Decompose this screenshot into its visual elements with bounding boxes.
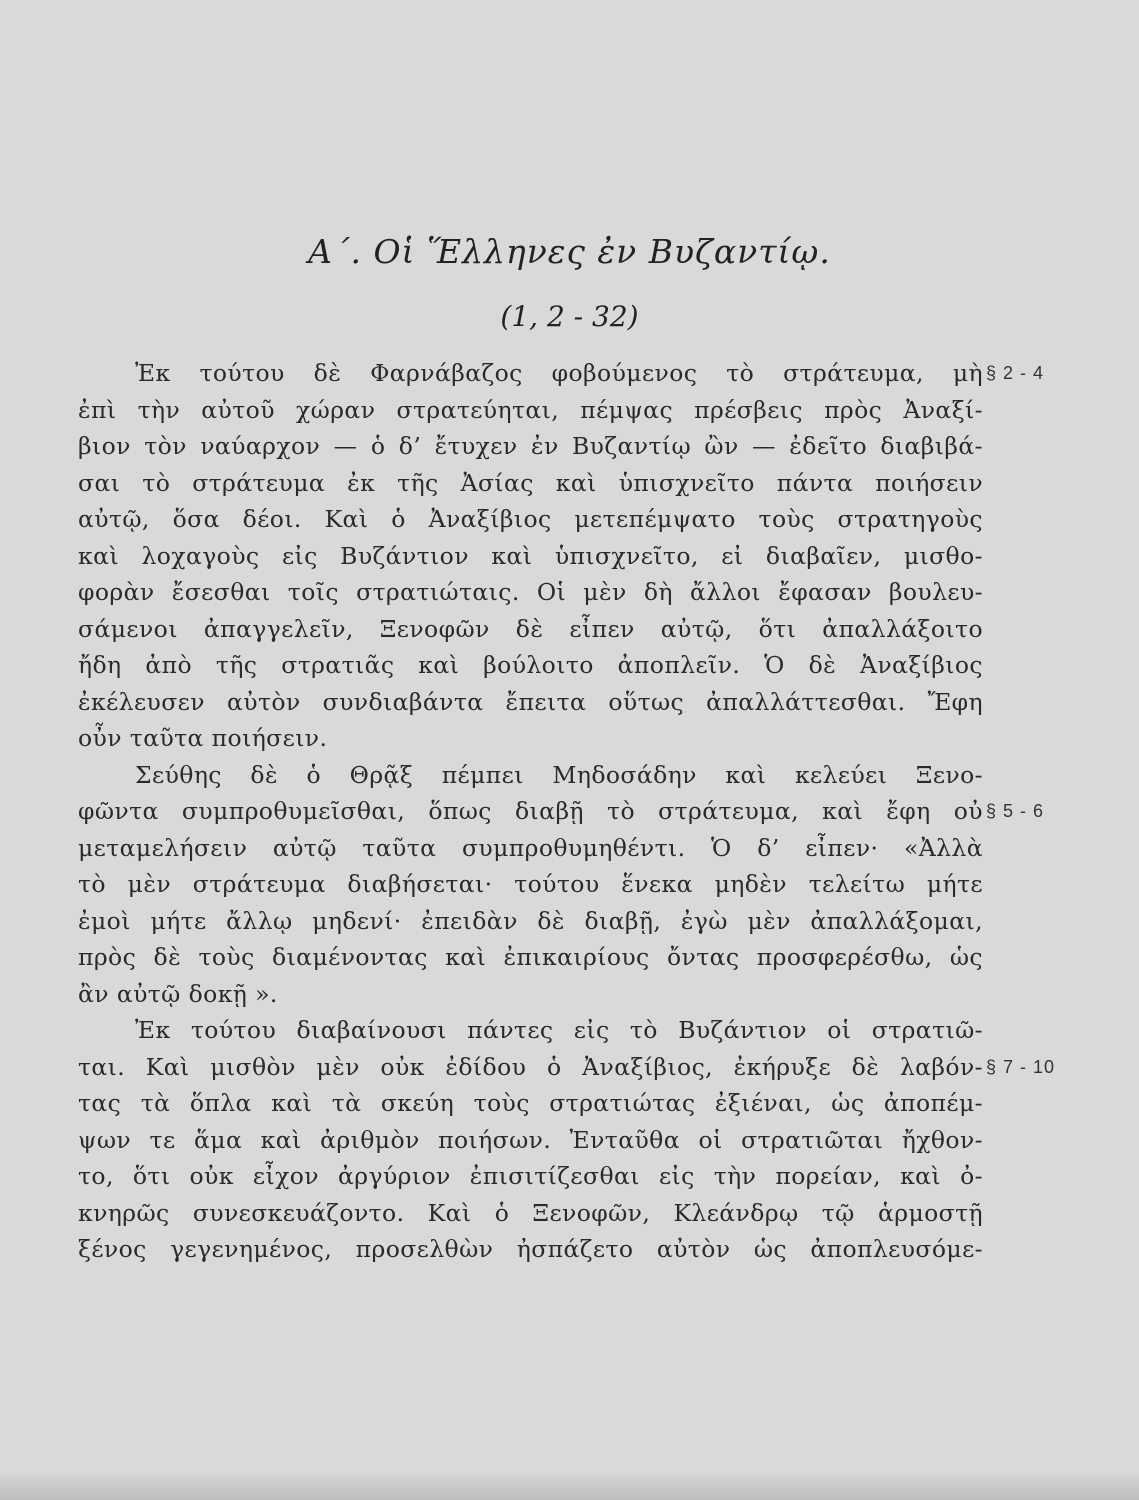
text-line: ται. Καὶ μισθὸν μὲν οὐκ ἐδίδου ὁ Ἀναξίβιος, ἐκήρυξε δὲ λαβόν-	[78, 1052, 983, 1081]
text-line: κνηρῶς συνεσκευάζοντο. Καὶ ὁ Ξενοφῶν, Κλεάνδρῳ τῷ ἁρμοστῇ	[78, 1198, 983, 1227]
text-line: ἐκέλευσεν αὐτὸν συνδιαβάντα ἔπειτα οὕτως ἀπαλλάττεσθαι. Ἔφη	[78, 687, 983, 716]
body-text	[78, 355, 983, 1268]
text-line: Ἐκ τούτου διαβαίνουσι πάντες εἰς τὸ Βυζάντιον οἱ στρατιῶ-	[135, 1016, 983, 1044]
text-line: καὶ λοχαγοὺς εἰς Βυζάντιον καὶ ὑπισχνεῖτο, εἰ διαβαῖεν, μισθο-	[78, 541, 983, 570]
text-line: ψων τε ἅμα καὶ ἀριθμὸν ποιήσων. Ἐνταῦθα οἱ στρατιῶται ἤχθον-	[78, 1125, 983, 1154]
text-line: σαι τὸ στράτευμα ἐκ τῆς Ἀσίας καὶ ὑπισχνεῖτο πάντα ποιήσειν	[78, 468, 983, 497]
text-line: ἐπὶ τὴν αὐτοῦ χώραν στρατεύηται, πέμψας πρέσβεις πρὸς Ἀναξί-	[78, 395, 983, 424]
text-line: Σεύθης δὲ ὁ Θρᾷξ πέμπει Μηδοσάδην καὶ κελεύει Ξενο-	[135, 760, 983, 789]
text-line: το, ὅτι οὐκ εἶχον ἀργύριον ἐπισιτίζεσθαι εἰς τὴν πορείαν, καὶ ὀ-	[78, 1162, 983, 1190]
text-line: Ἐκ τούτου δὲ Φαρνάβαζος φοβούμενος τὸ στράτευμα, μὴ	[135, 359, 983, 387]
margin-section-ref: § 5 - 6	[986, 801, 1045, 821]
chapter-title: Α΄. Οἱ Ἕλληνες ἐν Βυζαντίῳ.	[308, 232, 831, 271]
paragraph	[78, 355, 983, 757]
paragraph	[78, 1012, 983, 1268]
text-line: βιον τὸν ναύαρχον — ὁ δ’ ἔτυχεν ἐν Βυζαντίῳ ὢν — ἐδεῖτο διαβιβά-	[78, 432, 983, 460]
page-bottom-edge	[0, 1474, 1139, 1500]
paragraph	[78, 757, 983, 1013]
text-line: ξένος γεγενημένος, προσελθὼν ἠσπάζετο αὐτὸν ὡς ἀποπλευσόμε-	[78, 1235, 983, 1263]
text-line: οὖν ταῦτα ποιήσειν.	[78, 724, 328, 752]
text-line: τὸ μὲν στράτευμα διαβήσεται· τούτου ἕνεκα μηδὲν τελείτω μήτε	[78, 870, 983, 898]
margin-section-ref: § 7 - 10	[986, 1056, 1056, 1077]
chapter-reference: (1, 2 - 32)	[500, 300, 639, 333]
text-line: φῶντα συμπροθυμεῖσθαι, ὅπως διαβῇ τὸ στράτευμα, καὶ ἔφη οὐ	[78, 797, 983, 825]
text-line: αὐτῷ, ὅσα δέοι. Καὶ ὁ Ἀναξίβιος μετεπέμψατο τοὺς στρατηγοὺς	[78, 505, 983, 533]
margin-section-ref: § 2 - 4	[986, 363, 1045, 383]
text-line: σάμενοι ἀπαγγελεῖν, Ξενοφῶν δὲ εἶπεν αὐτῷ, ὅτι ἀπαλλάξοιτο	[78, 614, 983, 643]
text-line: πρὸς δὲ τοὺς διαμένοντας καὶ ἐπικαιρίους ὄντας προσφερέσθω, ὡς	[78, 943, 983, 971]
text-line: ἂν αὐτῷ δοκῇ ».	[78, 979, 278, 1008]
text-line: ἤδη ἀπὸ τῆς στρατιᾶς καὶ βούλοιτο ἀποπλεῖν. Ὁ δὲ Ἀναξίβιος	[78, 651, 983, 679]
text-line: ἐμοὶ μήτε ἄλλῳ μηδενί· ἐπειδὰν δὲ διαβῇ, ἐγὼ μὲν ἀπαλλάξομαι,	[78, 906, 983, 935]
text-line: φορὰν ἔσεσθαι τοῖς στρατιώταις. Οἱ μὲν δὴ ἄλλοι ἔφασαν βουλευ-	[78, 578, 983, 606]
text-line: τας τὰ ὅπλα καὶ τὰ σκεύη τοὺς στρατιώτας ἐξιέναι, ὡς ἀποπέμ-	[78, 1089, 983, 1117]
text-line: μεταμελήσειν αὐτῷ ταῦτα συμπροθυμηθέντι. Ὁ δ’ εἶπεν· «Ἀλλὰ	[78, 833, 983, 862]
